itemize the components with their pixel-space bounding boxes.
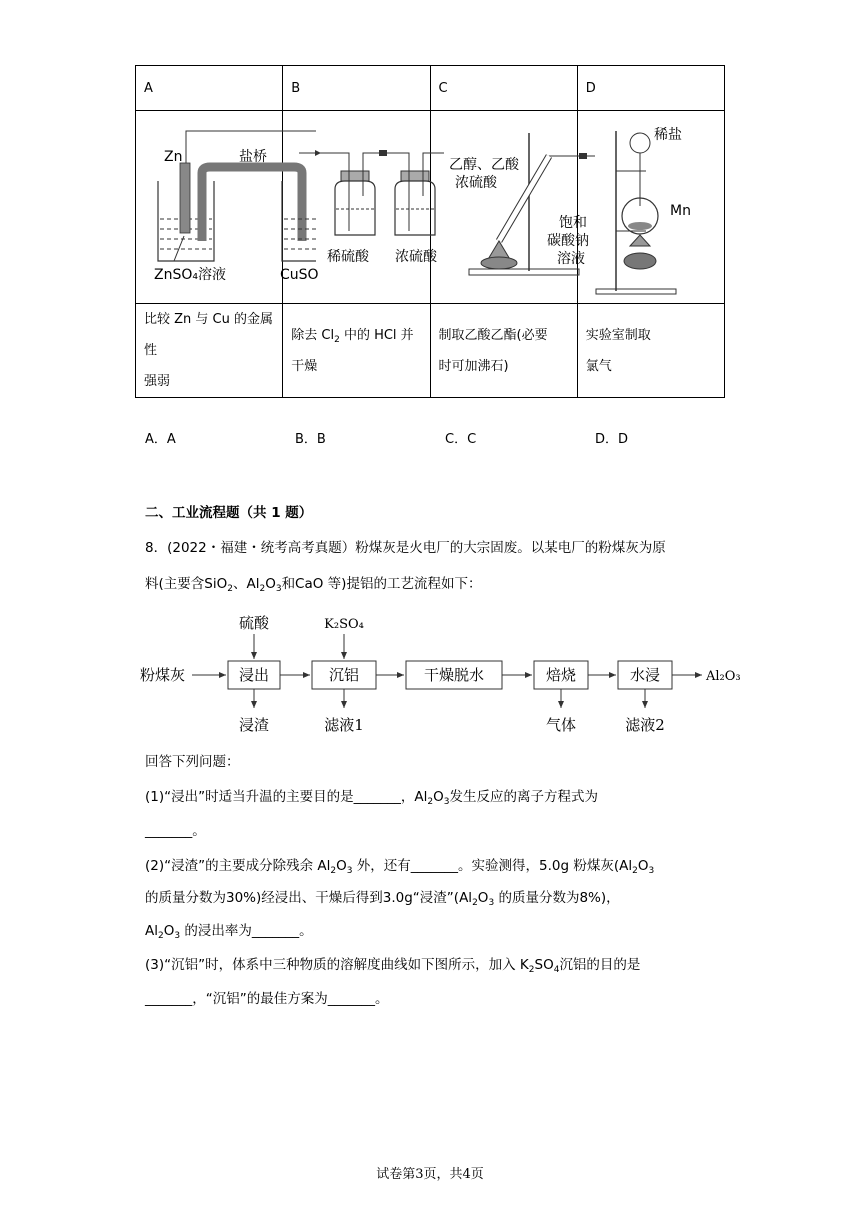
q3-line2: _______，“沉铝”的最佳方案为_______。 — [145, 991, 389, 1007]
label-znso4: ZnSO₄溶液 — [154, 267, 226, 283]
label-salt-bridge: 盐桥 — [239, 149, 267, 165]
section-title: 二、工业流程题（共 1 题） — [145, 505, 313, 521]
desc-c: 制取乙酸乙酯(必要 时可加沸石) — [430, 304, 577, 398]
header-c: C — [430, 66, 577, 111]
q2-line3: $Al_2O_3$ 的浸出率为_______。 — [145, 923, 313, 941]
label-solution: 溶液 — [556, 251, 585, 267]
label-dilute-hcl: 稀盐 — [653, 127, 682, 143]
option-b[interactable]: B．B — [295, 432, 326, 447]
diagram-a-cell — [136, 111, 319, 304]
process-flowchart — [140, 612, 750, 740]
galvanic-cell-diagram — [144, 111, 319, 299]
diagram-d-cell — [577, 111, 724, 304]
q2-line1: (2)“浸渣”的主要成分除残余 $Al_2O_3$ 外，还有_______。实验测得，5.0g 粉煤灰($Al_2O_3$ — [145, 858, 655, 876]
option-c[interactable]: C．C — [445, 432, 477, 447]
label-dilute-acid: 稀硫酸 — [327, 249, 370, 265]
label-zn: Zn — [164, 149, 183, 165]
header-d: D — [577, 66, 724, 111]
flow-reagent-acid: 硫酸 — [238, 614, 270, 632]
label-sodium-carbonate: 碳酸钠 — [546, 233, 589, 249]
q1-line2: _______。 — [145, 823, 206, 839]
label-reagents: 乙醇、乙酸 — [448, 157, 519, 173]
question-8-line1: 8．(2022・福建・统考高考真题）粉煤灰是火电厂的大宗固废。以某电厂的粉煤灰为原 — [145, 540, 666, 556]
header-b: B — [283, 66, 430, 111]
q3-line1: (3)“沉铝”时，体系中三种物质的溶解度曲线如下图所示，加入 $K_2SO_4$沉铝的目的是 — [145, 957, 641, 975]
label-mno2: Mn — [669, 203, 691, 219]
flow-product: Al₂O₃ — [706, 669, 741, 684]
gas-washing-diagram — [291, 111, 444, 299]
chlorine-prep-diagram — [586, 111, 693, 299]
flow-input: 粉煤灰 — [140, 666, 186, 684]
label-saturated: 饱和 — [558, 215, 587, 231]
desc-d: 实验室制取 氯气 — [577, 304, 724, 398]
flow-step-leach: 浸出 — [238, 666, 270, 684]
option-d[interactable]: D．D — [595, 432, 629, 447]
flow-step-precip: 沉铝 — [328, 666, 360, 684]
label-cuso4: CuSO — [280, 267, 319, 283]
label-conc-sulfuric: 浓硫酸 — [454, 175, 497, 191]
q1-line1: (1)“浸出”时适当升温的主要目的是_______，$Al_2O_3$发生反应的离子方程式为 — [145, 789, 598, 807]
q2-line2: 的质量分数为30%)经浸出、干燥后得到3.0g“浸渣$”(Al_2O_3$ 的质量分数为8%)， — [145, 890, 620, 908]
flow-step-roast: 焙烧 — [545, 666, 577, 684]
desc-a: 比较 Zn 与 Cu 的金属性 强弱 — [136, 304, 283, 398]
ester-prep-diagram — [439, 111, 595, 299]
question-8-line2: 料(主要含SiO$_2$、$Al_2O_3$和CaO 等)提铝的工艺流程如下： — [145, 576, 482, 594]
flow-step-dry: 干燥脱水 — [423, 666, 485, 684]
flow-step-water-leach: 水浸 — [629, 666, 661, 684]
flow-output-gas: 气体 — [545, 716, 577, 734]
label-conc-acid: 浓硫酸 — [395, 249, 438, 265]
option-a[interactable]: A．A — [145, 432, 176, 447]
answer-prompt: 回答下列问题： — [145, 754, 240, 770]
diagram-b-cell — [283, 111, 438, 304]
flow-output-residue: 浸渣 — [238, 716, 270, 734]
flow-output-filtrate2: 滤液2 — [625, 716, 665, 734]
experiment-table — [135, 65, 725, 389]
desc-b: 除去 $Cl_2$ 中的 HCl 并 干燥 — [283, 304, 430, 398]
flow-output-filtrate1: 滤液1 — [324, 716, 364, 734]
flow-reagent-k2so4: K₂SO₄ — [324, 617, 364, 632]
header-a: A — [136, 66, 283, 111]
page-footer: 试卷第3页，共4页 — [376, 1167, 484, 1182]
diagram-c-cell — [430, 111, 589, 304]
